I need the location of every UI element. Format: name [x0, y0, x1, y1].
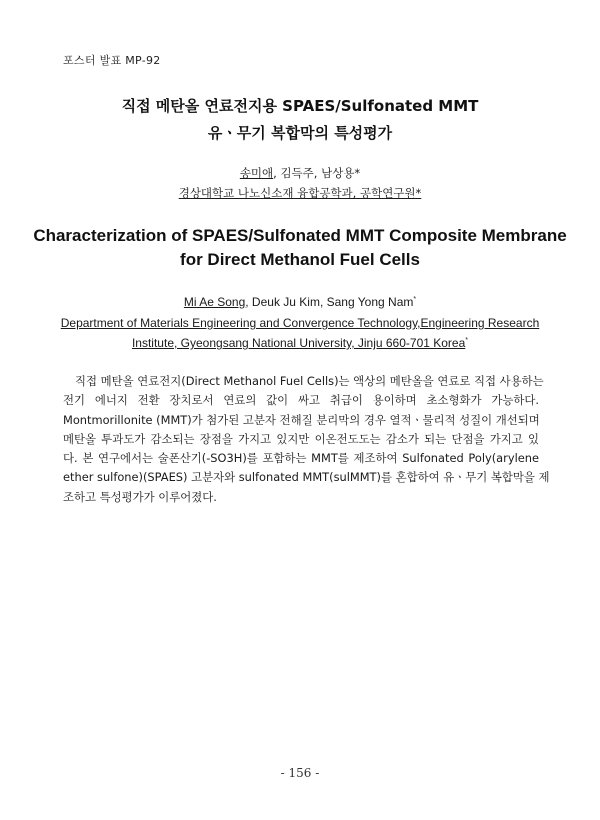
- korean-authors: [0, 165, 600, 181]
- affiliation-mark: *: [465, 337, 469, 344]
- abstract-line: 다. 본 연구에서는 술폰산기(-SO3H)를 포함하는 MMT를 제조하여 Sulfonated Poly(arylene: [63, 451, 539, 466]
- corresponding-mark: *: [413, 296, 417, 303]
- korean-coauthors: , 김득주, 남상용*: [273, 166, 361, 180]
- english-affiliation-line-2: [0, 336, 600, 350]
- english-affiliation-line-2-text: Institute, Gyeongsang National University, Jinju 660-701 Korea: [131, 336, 466, 350]
- page-number: - 156 -: [280, 766, 320, 780]
- abstract-body: [63, 372, 550, 507]
- english-affiliation-line-1: Department of Materials Engineering and Convergence Technology,Engineering Research: [60, 316, 540, 330]
- korean-presenter-name: 송미애: [239, 166, 274, 180]
- abstract-line: 직접 메탄올 연료전지(Direct Methanol Fuel Cells)는 액상의 메탄올을 연료로 직접 사용하는: [75, 374, 544, 388]
- abstract-line: 조하고 특성평가가 이루어졌다.: [63, 489, 217, 504]
- english-title-line-2: for Direct Methanol Fuel Cells: [180, 250, 420, 269]
- korean-affiliation: 경상대학교 나노신소재 융합공학과, 공학연구원*: [178, 186, 422, 200]
- english-authors: [0, 295, 600, 309]
- korean-title-line-1: 직접 메탄올 연료전지용 SPAES/Sulfonated MMT: [121, 97, 479, 115]
- english-coauthors: , Deuk Ju Kim, Sang Yong Nam: [245, 295, 414, 309]
- abstract-line: 메탄올 투과도가 감소되는 장점을 가지고 있지만 이온전도도는 감소가 되는 단점을 가지고 있: [63, 431, 539, 446]
- session-label: 포스터 발표 MP-92: [63, 54, 161, 67]
- english-presenter-name: Mi Ae Song: [183, 295, 246, 309]
- abstract-line: Montmorillonite (MMT)가 첨가된 고분자 전해질 분리막의 경우 열적ㆍ물리적 성질이 개선되며: [63, 412, 540, 427]
- english-title-line-1: Characterization of SPAES/Sulfonated MMT Composite Membrane: [33, 226, 567, 245]
- abstract-line: ether sulfone)(SPAES) 고분자와 sulfonated MMT(sulMMT)를 혼합하여 유ㆍ무기 복합막을 제: [63, 470, 550, 485]
- korean-title-line-2: 유ㆍ무기 복합막의 특성평가: [207, 124, 393, 142]
- abstract-line: 전기 에너지 전환 장치로서 연료의 값이 싸고 취급이 용이하며 초소형화가 가능하다.: [63, 393, 539, 408]
